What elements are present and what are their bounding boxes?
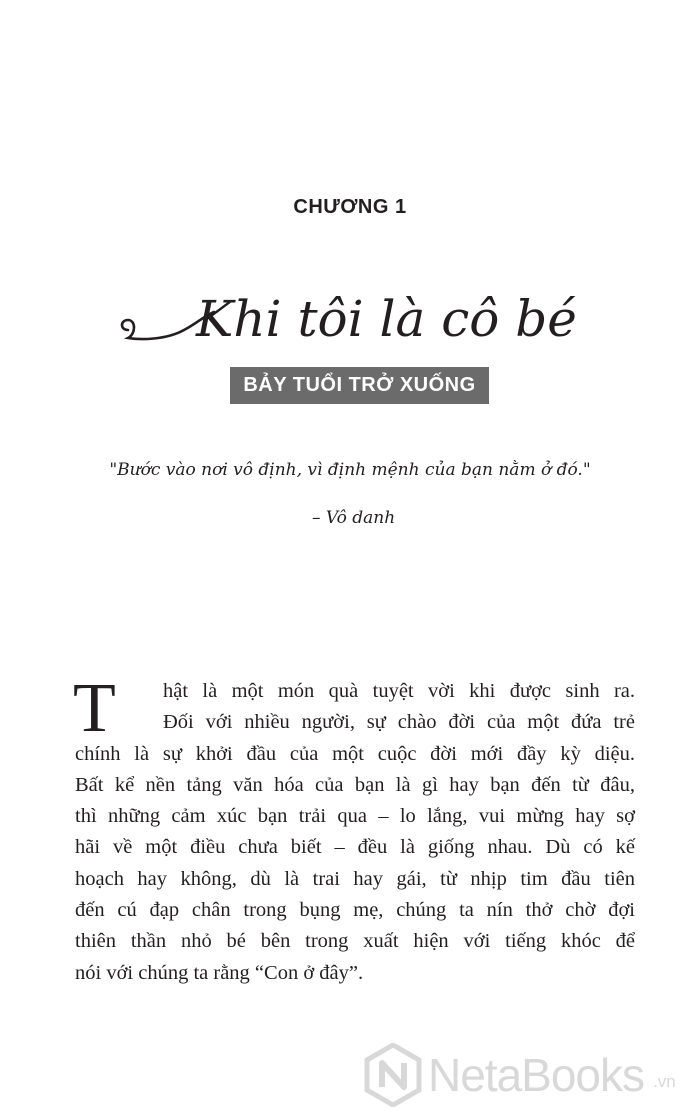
watermark <box>364 1043 694 1107</box>
drop-cap: T <box>73 670 116 747</box>
body-line: Đối với nhiều người, sự chào đời của một đứa trẻ <box>163 711 635 734</box>
watermark-suffix: .vn <box>653 1072 676 1091</box>
body-line: hãi về một điều chưa biết – đều là giống nhau. Dù có kế <box>75 836 635 859</box>
watermark-brand: NetaBooks <box>428 1049 645 1101</box>
body-line: nói với chúng ta rằng “Con ở đây”. <box>75 961 364 984</box>
body-line: hoạch hay không, dù là trai hay gái, từ nhịp tim đầu tiên <box>75 867 635 890</box>
body-line: hật là một món quà tuyệt vời khi được sinh ra. <box>163 680 635 702</box>
body-line: chính là sự khởi đầu của một cuộc đời mới đầy kỳ diệu. <box>75 742 635 765</box>
epigraph-quote: "Bước vào nơi vô định, vì định mệnh của bạn nằm ở đó." <box>109 460 591 480</box>
chapter-title: Khi tôi là cô bé <box>196 290 577 348</box>
epigraph-author: – Vô danh <box>312 508 396 528</box>
chapter-subtitle-band <box>230 367 489 404</box>
chapter-label: CHƯƠNG 1 <box>293 196 407 218</box>
body-line: Bất kể nền tảng văn hóa của bạn là gì hay bạn đến từ đâu, <box>75 773 635 796</box>
body-line: đến cú đạp chân trong bụng mẹ, chúng ta nín thở chờ đợi <box>75 899 635 922</box>
body-paragraph <box>73 670 635 989</box>
chapter-subtitle: BẢY TUỔI TRỞ XUỐNG <box>243 374 476 396</box>
netabooks-logo-icon <box>364 1043 422 1107</box>
body-line: thì những cảm xúc bạn trải qua – lo lắng, vui mừng hay sợ <box>75 805 635 828</box>
body-line: thiên thần nhỏ bé bên trong xuất hiện với tiếng khóc để <box>75 930 635 953</box>
